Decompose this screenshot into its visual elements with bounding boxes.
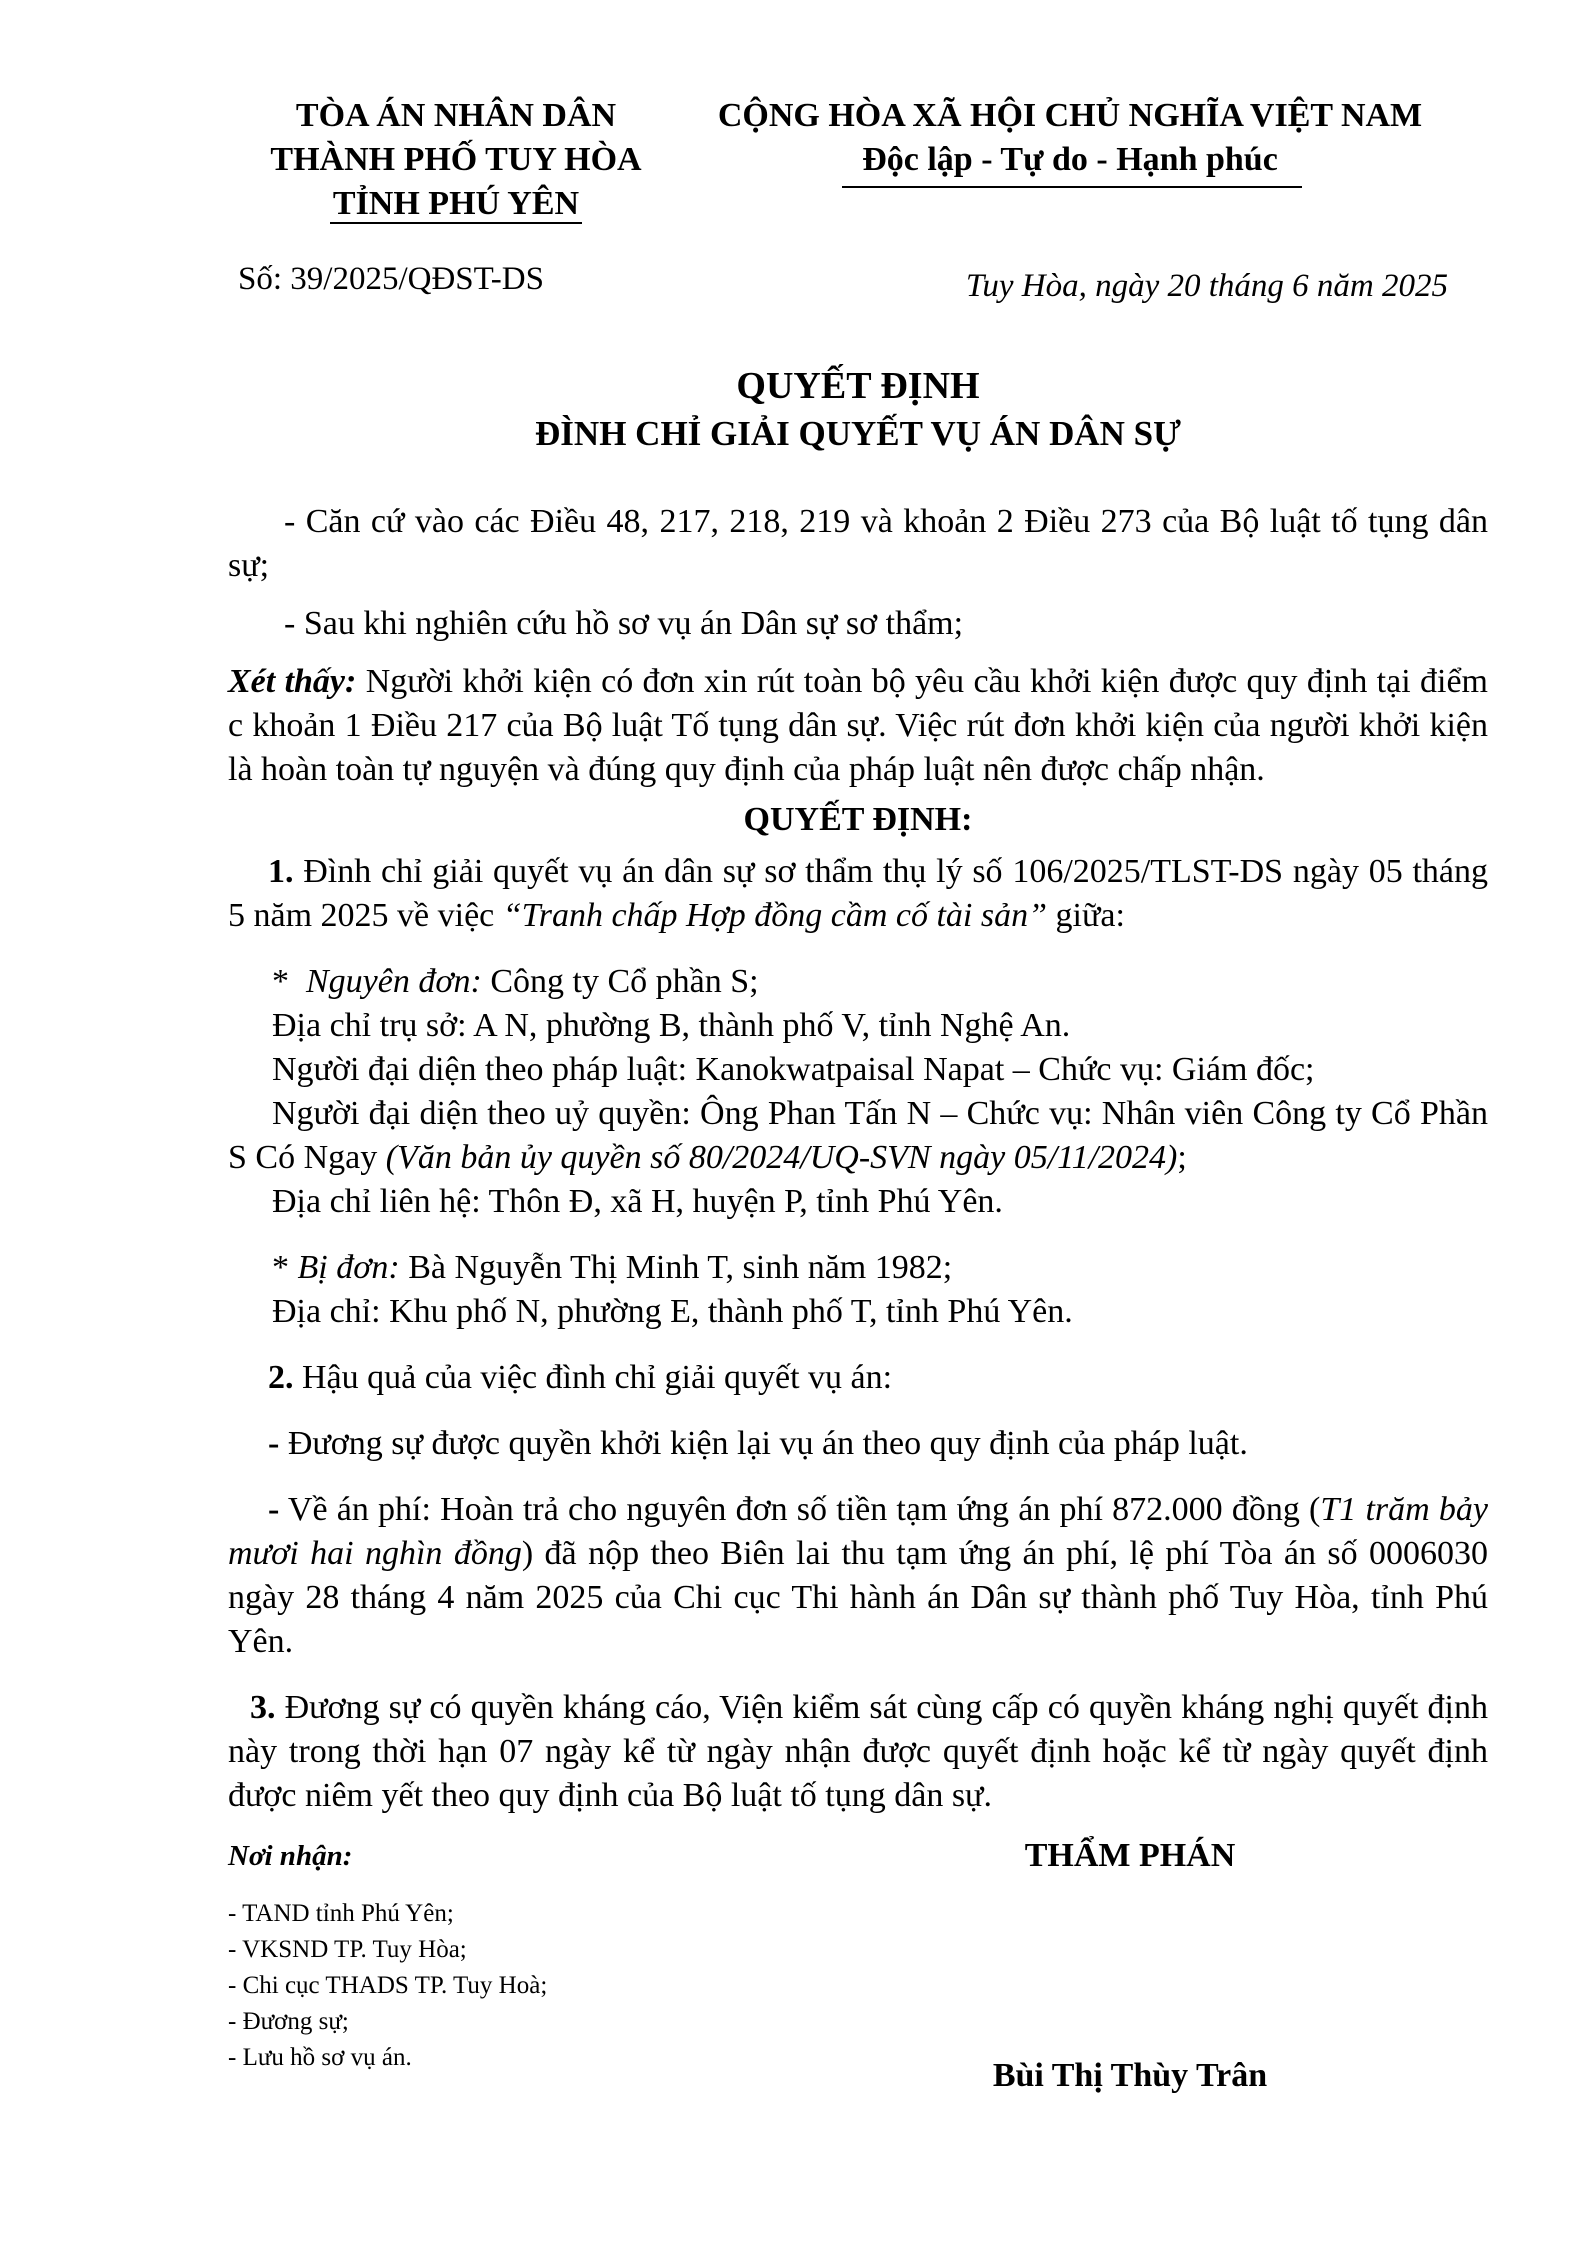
plaintiff-line xyxy=(228,960,1488,1004)
court-province-line: TỈNH PHÚ YÊN xyxy=(332,185,580,222)
item-2b-paragraph xyxy=(228,1488,1488,1664)
item-2-paragraph xyxy=(228,1356,1488,1400)
recipient-item: - Lưu hồ sơ vụ án. xyxy=(228,2044,412,2071)
item-2b-text: Về án phí: Hoàn trả cho nguyên đơn số tiền tạm ứng án phí 872.000 đồng ( xyxy=(279,1491,1321,1528)
recipients-block xyxy=(228,1836,748,2076)
plaintiff-contact: Địa chỉ liên hệ: Thôn Đ, xã H, huyện P, tỉnh Phú Yên. xyxy=(272,1183,1003,1220)
nation-motto-underline xyxy=(842,186,1302,188)
item-1-text: Đình chỉ giải quyết vụ án dân sự sơ thẩm thụ lý số 106/2025/TLST-DS ngày 05 tháng 5 năm 2025 về việc xyxy=(228,853,1488,934)
document-body xyxy=(228,500,1488,1818)
document-number: Số: 39/2025/QĐST-DS xyxy=(238,261,544,297)
item-3-paragraph xyxy=(228,1686,1488,1818)
recipients-list xyxy=(228,1896,748,2076)
item-2b-dash: - xyxy=(268,1491,280,1528)
basis-paragraph-1: - Căn cứ vào các Điều 48, 217, 218, 219 và khoản 2 Điều 273 của Bộ luật tố tụng dân sự; xyxy=(228,503,1488,584)
recipients-title: Nơi nhận: xyxy=(228,1840,353,1872)
item-2a-dash: - xyxy=(268,1425,280,1462)
title-line-2: ĐÌNH CHỈ GIẢI QUYẾT VỤ ÁN DÂN SỰ xyxy=(535,414,1181,453)
recipient-item: - Đương sự; xyxy=(228,2008,349,2035)
defendant-name: Bà Nguyễn Thị Minh T, sinh năm 1982; xyxy=(399,1249,953,1286)
item-3-number: 3. xyxy=(250,1689,276,1726)
judge-title: THẨM PHÁN xyxy=(1024,1837,1236,1874)
basis-paragraph-2: - Sau khi nghiên cứu hồ sơ vụ án Dân sự sơ thẩm; xyxy=(284,605,964,642)
item-3-text: Đương sự có quyền kháng cáo, Viện kiểm sát cùng cấp có quyền kháng nghị quyết định này trong thời hạn 07 ngày kể từ ngày nhận được quyết định hoặc kể từ ngày quyết định được niêm yết theo quy định của Bộ luật tố tụng dân sự. xyxy=(228,1689,1488,1814)
defendant-line xyxy=(228,1246,1488,1290)
item-2-text: Hậu quả của việc đình chỉ giải quyết vụ án: xyxy=(293,1359,893,1396)
recipient-item: - VKSND TP. Tuy Hòa; xyxy=(228,1936,467,1963)
judge-name: Bùi Thị Thùy Trân xyxy=(992,2057,1268,2094)
plaintiff-bullet: * xyxy=(272,963,306,1000)
finding-text: Người khởi kiện có đơn xin rút toàn bộ yêu cầu khởi kiện được quy định tại điểm c khoản 1 Điều 217 của Bộ luật Tố tụng dân sự. Việc rút đơn khởi kiện của người khởi kiện là hoàn toàn tự nguyện và đúng quy định của pháp luật nên được chấp nhận. xyxy=(228,663,1489,788)
item-1-paragraph xyxy=(228,850,1488,938)
place-date: Tuy Hòa, ngày 20 tháng 6 năm 2025 xyxy=(965,268,1448,304)
item-1-number: 1. xyxy=(268,853,294,890)
plaintiff-auth-doc: (Văn bản ủy quyền số 80/2024/UQ-SVN ngày 05/11/2024) xyxy=(385,1139,1178,1176)
national-header xyxy=(690,94,1450,182)
item-2b-amount-words: T1 trăm bảy mươi hai nghìn đồng xyxy=(228,1491,1489,1572)
title-line-1: QUYẾT ĐỊNH xyxy=(736,365,980,407)
item-2b-tail: ) đã nộp theo Biên lai thu tạm ứng án phí, lệ phí Tòa án số 0006030 ngày 28 tháng 4 năm 2025 của Chi cục Thi hành án Dân sự thành phố Tuy Hòa, tỉnh Phú Yên. xyxy=(228,1535,1489,1660)
nation-motto: Độc lập - Tự do - Hạnh phúc xyxy=(862,141,1278,178)
court-header xyxy=(236,94,676,226)
nation-title: CỘNG HÒA XÃ HỘI CHỦ NGHĨA VIỆT NAM xyxy=(717,97,1423,134)
document-title xyxy=(228,362,1488,458)
defendant-label: Bị đơn: xyxy=(297,1249,400,1286)
recipient-item: - Chi cục THADS TP. Tuy Hoà; xyxy=(228,1972,548,1999)
item-2a-paragraph xyxy=(228,1422,1488,1466)
recipient-item: - TAND tỉnh Phú Yên; xyxy=(228,1900,454,1927)
plaintiff-authorized-rep xyxy=(228,1092,1488,1180)
court-name-line: TÒA ÁN NHÂN DÂN xyxy=(295,97,617,134)
defendant-address: Địa chỉ: Khu phố N, phường E, thành phố T, tỉnh Phú Yên. xyxy=(272,1293,1073,1330)
defendant-bullet: * xyxy=(272,1249,298,1286)
court-header-underline xyxy=(330,222,582,224)
plaintiff-auth-rep-text: Người đại diện theo uỷ quyền: Ông Phan Tấn N – Chức vụ: Nhân viên Công ty Cổ Phần S Có Ngay xyxy=(228,1095,1488,1176)
plaintiff-legal-rep: Người đại diện theo pháp luật: Kanokwatpaisal Napat – Chức vụ: Giám đốc; xyxy=(272,1051,1315,1088)
item-2a-text: Đương sự được quyền khởi kiện lại vụ án theo quy định của pháp luật. xyxy=(279,1425,1248,1462)
decision-heading: QUYẾT ĐỊNH: xyxy=(743,801,973,838)
item-2-number: 2. xyxy=(268,1359,294,1396)
plaintiff-label: Nguyên đơn: xyxy=(306,963,482,1000)
plaintiff-auth-end: ; xyxy=(1177,1139,1187,1176)
plaintiff-address: Địa chỉ trụ sở: A N, phường B, thành phố V, tỉnh Nghệ An. xyxy=(272,1007,1071,1044)
item-1-tail: giữa: xyxy=(1047,897,1125,934)
finding-label: Xét thấy: xyxy=(228,663,357,700)
item-1-case-title: “Tranh chấp Hợp đồng cầm cố tài sản” xyxy=(502,897,1047,934)
court-city-line: THÀNH PHỐ TUY HÒA xyxy=(270,141,642,178)
finding-paragraph xyxy=(228,660,1488,792)
plaintiff-name: Công ty Cổ phần S; xyxy=(481,963,759,1000)
